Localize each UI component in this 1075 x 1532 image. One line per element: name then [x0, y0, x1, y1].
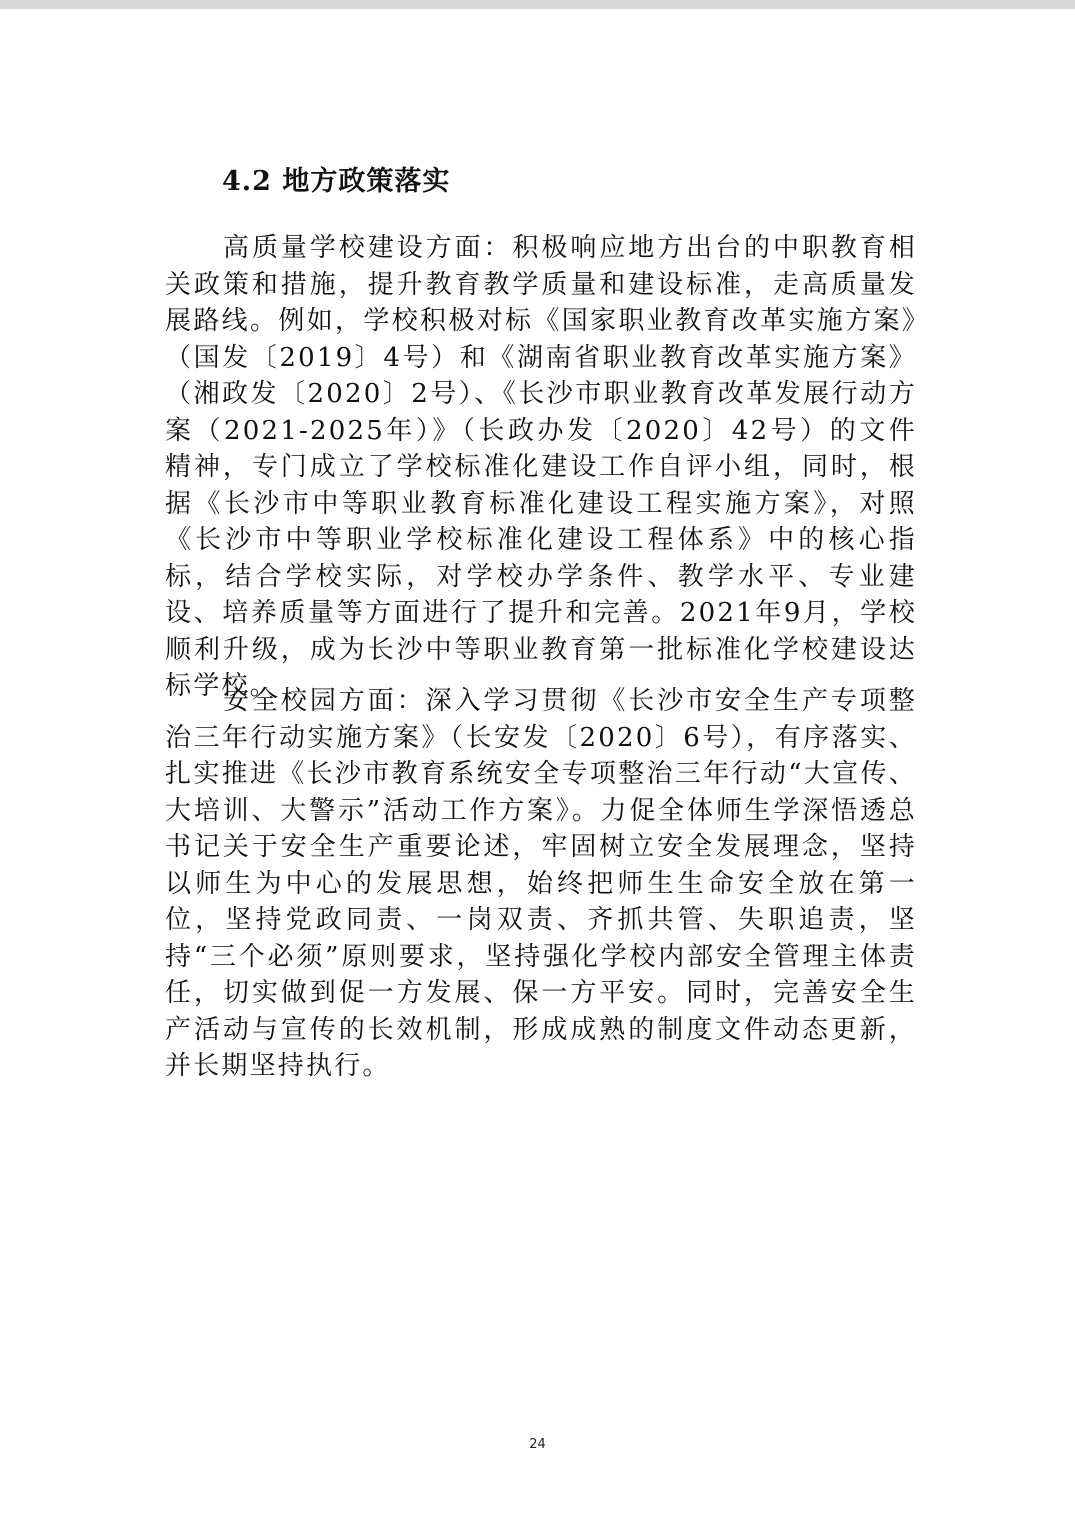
top-border-band — [0, 0, 1075, 9]
paragraph-safe-campus: 安全校园方面：深入学习贯彻《长沙市安全生产专项整治三年行动实施方案》（长安发〔2020〕6号），有序落实、扎实推进《长沙市教育系统安全专项整治三年行动“大宣传、大培训、大警示”活动工作方案》。力促全体师生学深悟透总书记关于安全生产重要论述，牢固树立安全发展理念，坚持以师生为中心的发展思想，始终把师生生命安全放在第一位，坚持党政同责、一岗双责、齐抓共管、失职追责，坚持“三个必须”原则要求，坚持强化学校内部安全管理主体责任，切实做到促一方发展、保一方平安。同时，完善安全生产活动与宣传的长效机制，形成成熟的制度文件动态更新，并长期坚持执行。 — [165, 686, 917, 1081]
paragraph-high-quality-school-construction: 高质量学校建设方面：积极响应地方出台的中职教育相关政策和措施，提升教育教学质量和建设标准，走高质量发展路线。例如，学校积极对标《国家职业教育改革实施方案》（国发〔2019〕4号）和《湖南省职业教育改革实施方案》（湘政发〔2020〕2号）、《长沙市职业教育改革发展行动方案（2021-2025年）》（长政办发〔2020〕42号）的文件精神，专门成立了学校标准化建设工作自评小组，同时，根据《长沙市中等职业教育标准化建设工程实施方案》，对照《长沙市中等职业学校标准化建设工程体系》中的核心指标，结合学校实际，对学校办学条件、教学水平、专业建设、培养质量等方面进行了提升和完善。2021年9月，学校顺利升级，成为长沙中等职业教育第一批标准化学校建设达标学校。 — [165, 233, 917, 701]
section-heading: 4.2 地方政策落实 — [222, 166, 451, 197]
document-page — [0, 9, 1075, 1532]
page-number: 24 — [529, 1437, 546, 1452]
